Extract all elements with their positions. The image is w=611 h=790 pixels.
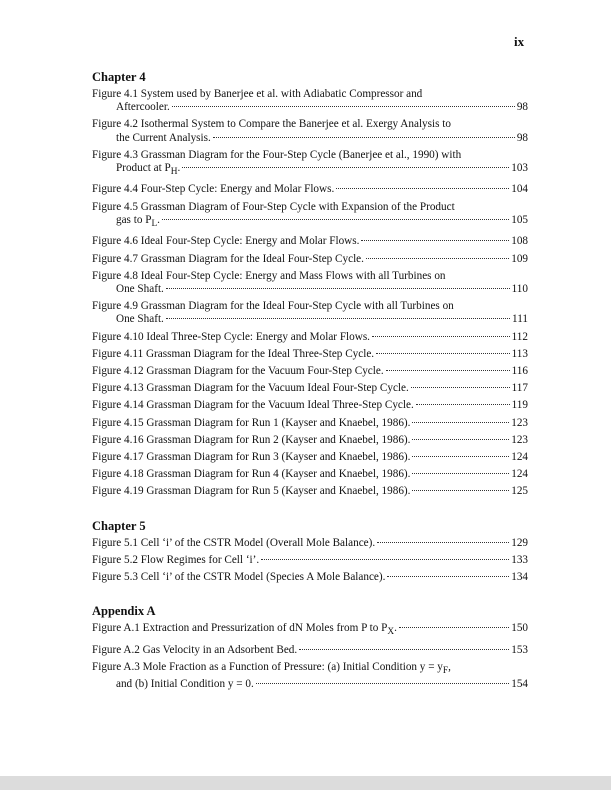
dot-leader: [416, 404, 510, 405]
entry-title-line: [92, 451, 528, 464]
entry-title-text: Figure 4.12 Grassman Diagram for the Vacuum Four-Step Cycle.: [92, 364, 384, 377]
entry-title-text: [92, 348, 374, 361]
toc-entry: [92, 88, 528, 114]
dot-leader: [166, 288, 510, 289]
toc-entry: [92, 201, 528, 232]
entry-title-text: [116, 283, 164, 296]
toc-entry: [92, 434, 528, 447]
entry-title-text: Figure 4.11 Grassman Diagram for the Ideal Three-Step Cycle.: [92, 347, 375, 360]
entry-page-number: 123: [511, 416, 528, 429]
entry-title-line: [92, 348, 528, 361]
entry-title-text: [116, 214, 160, 231]
entry-title-line: [92, 214, 528, 231]
toc-entry: [92, 537, 528, 550]
entry-title-line: [92, 162, 528, 179]
entry-title-text: [92, 451, 410, 464]
dot-leader: [256, 683, 509, 684]
entry-title-text: [92, 399, 414, 412]
toc-entry: [92, 644, 528, 657]
entry-title-line: [92, 399, 528, 412]
entry-title-text: Figure 5.3 Cell ‘i’ of the CSTR Model (Species A Mole Balance).: [92, 570, 386, 583]
entry-subscript: F: [442, 666, 449, 677]
entry-title-text: Figure 4.1 System used by Banerjee et al. with Adiabatic Compressor and: [92, 88, 423, 100]
dot-leader: [172, 106, 515, 107]
entry-title-text: [92, 434, 410, 447]
dot-leader: [411, 387, 510, 388]
toc-section: [92, 519, 528, 585]
entry-title-text: .: [177, 162, 181, 175]
entry-title-line: [92, 313, 528, 326]
entry-page-number: 150: [511, 622, 528, 635]
entry-title-text: [92, 253, 364, 266]
toc-entry: [92, 554, 528, 567]
entry-title-text: [92, 571, 385, 584]
entry-page-number: 154: [511, 678, 528, 691]
entry-title-text: [92, 183, 334, 196]
toc-section: [92, 70, 528, 499]
entry-title-line: [92, 235, 528, 248]
entry-page-number: 113: [511, 347, 528, 360]
entry-title-text: gas to P: [116, 213, 152, 226]
entry-title-line: [92, 571, 528, 584]
toc-entry: [92, 118, 528, 144]
entry-title-text: [92, 554, 259, 567]
dot-leader: [412, 473, 509, 474]
entry-page-number: 111: [512, 313, 528, 326]
toc-entry: [92, 331, 528, 344]
toc-entry: [92, 468, 528, 481]
entry-title-text: [92, 622, 397, 639]
entry-title-line: [92, 468, 528, 481]
entry-page-number: 104: [511, 183, 528, 196]
dot-leader: [361, 240, 509, 241]
entry-title-text: Figure 4.14 Grassman Diagram for the Vacuum Ideal Three-Step Cycle.: [92, 399, 414, 412]
entry-title-text: Figure A.2 Gas Velocity in an Adsorbent Bed.: [92, 643, 298, 656]
entry-title-text: Figure A.1 Extraction and Pressurization of dN Moles from P to P: [92, 622, 388, 635]
entry-title-text: [92, 365, 384, 378]
entry-title-line: [92, 201, 528, 214]
toc-entry: [92, 348, 528, 361]
dot-leader: [412, 456, 509, 457]
entry-page-number: 109: [511, 252, 528, 265]
entry-title-text: Figure 4.16 Grassman Diagram for Run 2 (Kayser and Knaebel, 1986).: [92, 433, 411, 446]
toc-entry: [92, 183, 528, 196]
entry-title-line: [92, 118, 528, 131]
entry-title-text: [92, 485, 410, 498]
table-of-figures: [92, 70, 528, 711]
entry-title-text: [116, 678, 254, 691]
toc-entry: [92, 300, 528, 326]
entry-title-text: [116, 162, 180, 179]
entry-title-text: One Shaft.: [116, 313, 164, 326]
entry-title-text: Figure 4.15 Grassman Diagram for Run 1 (Kayser and Knaebel, 1986).: [92, 416, 411, 429]
entry-page-number: 134: [511, 570, 528, 583]
entry-subscript: X: [387, 627, 395, 638]
section-heading: Chapter 4: [92, 70, 146, 84]
entry-title-text: [116, 101, 170, 114]
entry-page-number: 133: [511, 553, 528, 566]
entry-title-text: [92, 417, 410, 430]
entry-title-text: Product at P: [116, 162, 171, 175]
entry-title-line: [92, 101, 528, 114]
entry-page-number: 119: [511, 399, 528, 412]
dot-leader: [166, 318, 510, 319]
toc-entry: [92, 270, 528, 296]
entry-title-text: [92, 235, 359, 248]
dot-leader: [399, 627, 509, 628]
entry-title-text: Figure 4.13 Grassman Diagram for the Vacuum Ideal Four-Step Cycle.: [92, 382, 409, 395]
entry-title-text: Aftercooler.: [116, 101, 170, 114]
entry-title-text: One Shaft.: [116, 282, 164, 295]
entry-title-text: Figure 4.7 Grassman Diagram for the Ideal Four-Step Cycle.: [92, 252, 364, 265]
entry-title-line: [92, 283, 528, 296]
dot-leader: [162, 219, 509, 220]
dot-leader: [182, 167, 509, 168]
entry-title-text: Figure 4.5 Grassman Diagram of Four-Step Cycle with Expansion of the Product: [92, 200, 455, 213]
dot-leader: [261, 559, 509, 560]
entry-title-text: Figure 5.2 Flow Regimes for Cell ‘i’.: [92, 553, 260, 566]
toc-entry: [92, 149, 528, 180]
entry-page-number: 129: [511, 536, 528, 549]
dot-leader: [336, 188, 509, 189]
entry-title-text: .: [157, 213, 160, 226]
entry-title-text: Figure 4.17 Grassman Diagram for Run 3 (Kayser and Knaebel, 1986).: [92, 450, 411, 463]
entry-title-text: Figure 4.8 Ideal Four-Step Cycle: Energy and Mass Flows with all Turbines on: [92, 269, 446, 282]
entry-subscript: H: [170, 167, 178, 178]
dot-leader: [213, 137, 515, 138]
entry-title-text: .: [394, 622, 397, 635]
dot-leader: [372, 336, 510, 337]
toc-entry: [92, 451, 528, 464]
entry-page-number: 110: [511, 282, 528, 295]
entry-page-number: 108: [511, 235, 528, 248]
entry-title-text: [92, 382, 409, 395]
entry-title-text: [92, 468, 410, 481]
dot-leader: [376, 353, 510, 354]
entry-title-text: Figure 4.18 Grassman Diagram for Run 4 (Kayser and Knaebel, 1986).: [92, 468, 411, 481]
scan-edge: [0, 776, 611, 790]
toc-entry: [92, 253, 528, 266]
entry-title-line: [92, 149, 528, 162]
entry-title-text: [92, 537, 375, 550]
entry-title-line: [92, 253, 528, 266]
page-number: ix: [514, 34, 525, 49]
toc-section: [92, 604, 528, 691]
entry-title-text: Figure 4.9 Grassman Diagram for the Ideal Four-Step Cycle with all Turbines on: [92, 300, 454, 313]
dot-leader: [377, 542, 509, 543]
entry-title-text: Figure 4.10 Ideal Three-Step Cycle: Energy and Molar Flows.: [92, 330, 370, 343]
dot-leader: [412, 439, 509, 440]
entry-title-text: Figure 4.2 Isothermal System to Compare the Banerjee et al. Exergy Analysis to: [92, 118, 451, 131]
entry-title-text: Figure 4.19 Grassman Diagram for Run 5 (Kayser and Knaebel, 1986).: [92, 485, 411, 498]
entry-title-line: [92, 485, 528, 498]
entry-title-line: [92, 331, 528, 344]
dot-leader: [386, 370, 510, 371]
entry-page-number: 125: [511, 485, 528, 498]
entry-title-line: [92, 300, 528, 313]
entry-title-text: [92, 644, 297, 657]
entry-page-number: 112: [511, 330, 528, 343]
entry-title-line: [92, 270, 528, 283]
entry-title-text: the Current Analysis.: [116, 131, 211, 144]
entry-page-number: 123: [511, 433, 528, 446]
entry-title-line: [92, 622, 528, 639]
entry-subscript: L: [151, 219, 158, 230]
toc-entry: [92, 661, 528, 692]
entry-title-line: [92, 88, 528, 101]
section-heading: Chapter 5: [92, 518, 146, 533]
entry-title-line: [92, 678, 528, 691]
entry-page-number: 153: [511, 643, 528, 656]
toc-entry: [92, 571, 528, 584]
entry-page-number: 124: [511, 468, 528, 481]
toc-entry: [92, 622, 528, 639]
entry-title-line: [92, 183, 528, 196]
dot-leader: [299, 649, 509, 650]
entry-title-text: Figure 4.6 Ideal Four-Step Cycle: Energy and Molar Flows.: [92, 235, 360, 248]
entry-page-number: 116: [511, 364, 528, 377]
toc-entry: [92, 365, 528, 378]
entry-page-number: 117: [511, 382, 528, 395]
toc-entry: [92, 417, 528, 430]
entry-title-line: [92, 132, 528, 145]
entry-title-line: [92, 382, 528, 395]
entry-title-line: [92, 554, 528, 567]
section-heading: Appendix A: [92, 604, 156, 619]
toc-entry: [92, 382, 528, 395]
dot-leader: [387, 576, 509, 577]
entry-page-number: 98: [516, 101, 528, 114]
entry-page-number: 98: [516, 131, 528, 144]
entry-title-line: [92, 537, 528, 550]
dot-leader: [366, 258, 509, 259]
dot-leader: [412, 422, 509, 423]
entry-title-text: Figure 5.1 Cell ‘i’ of the CSTR Model (Overall Mole Balance).: [92, 536, 376, 549]
toc-entry: [92, 399, 528, 412]
entry-page-number: 105: [511, 213, 528, 226]
entry-title-text: Figure A.3 Mole Fraction as a Function of Pressure: (a) Initial Condition y = y: [92, 660, 443, 673]
entry-title-text: [92, 331, 370, 344]
entry-title-line: [92, 365, 528, 378]
entry-title-text: [116, 132, 211, 145]
entry-page-number: 103: [511, 162, 528, 175]
dot-leader: [412, 490, 509, 491]
entry-page-number: 124: [511, 450, 528, 463]
entry-title-text: Figure 4.4 Four-Step Cycle: Energy and Molar Flows.: [92, 183, 335, 196]
entry-title-line: [92, 661, 528, 678]
entry-title-text: ,: [448, 660, 451, 673]
entry-title-line: [92, 434, 528, 447]
entry-title-text: and (b) Initial Condition y = 0.: [116, 678, 254, 691]
entry-title-text: Figure 4.3 Grassman Diagram for the Four-Step Cycle (Banerjee et al., 1990) with: [92, 148, 462, 161]
entry-title-text: [116, 313, 164, 326]
toc-entry: [92, 485, 528, 498]
toc-entry: [92, 235, 528, 248]
entry-title-line: [92, 417, 528, 430]
entry-title-line: [92, 644, 528, 657]
